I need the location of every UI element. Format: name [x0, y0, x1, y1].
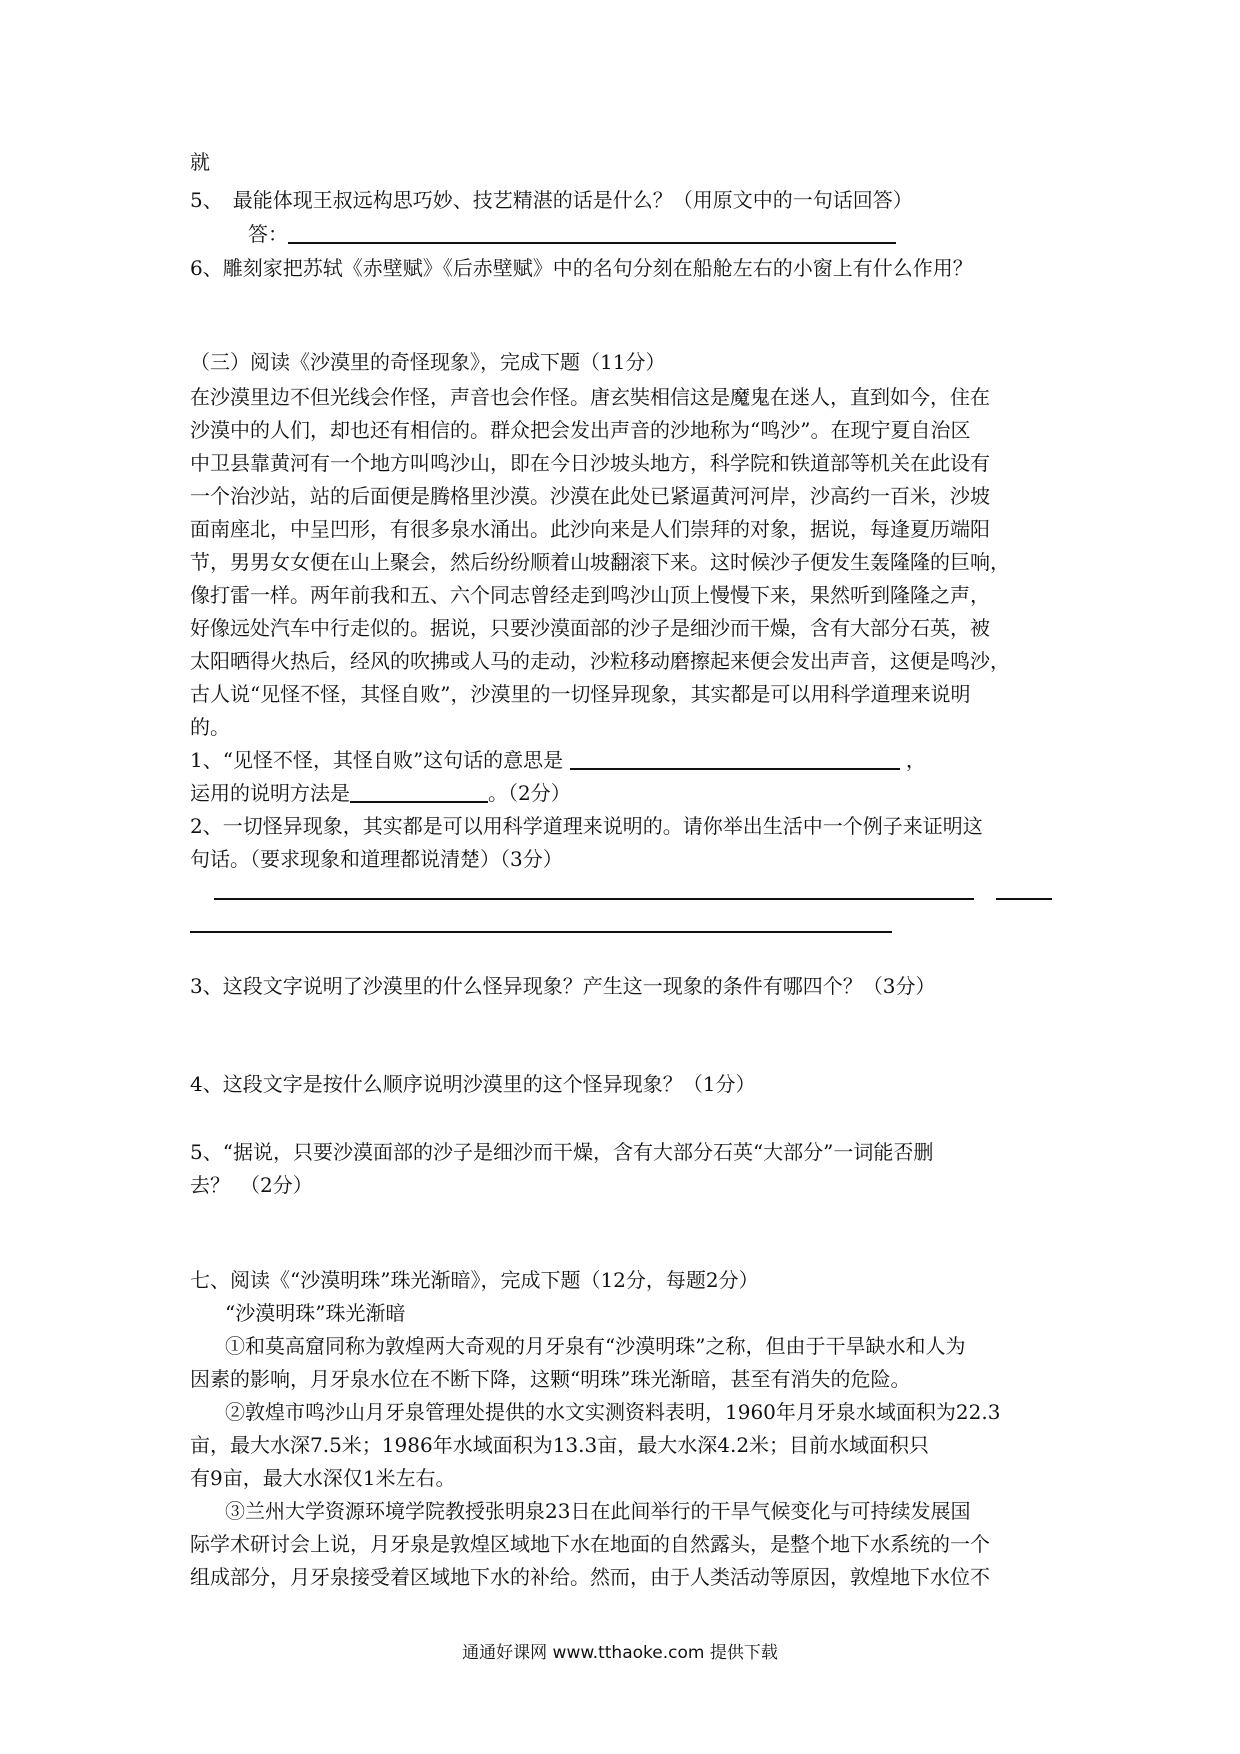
- passage-line: 太阳晒得火热后，经风的吹拂或人马的走动，沙粒移动磨擦起来便会发出声音，这便是鸣沙，: [190, 649, 1010, 673]
- question-3: 3、这段文字说明了沙漠里的什么怪异现象？产生这一现象的条件有哪四个？（3分）: [190, 974, 936, 998]
- question-1-comma: ，: [905, 748, 926, 772]
- passage-line: 面南座北，中呈凹形，有很多泉水涌出。此沙向来是人们崇拜的对象，据说，每逢夏历端阳: [190, 517, 990, 541]
- passage-line: 像打雷一样。两年前我和五、六个同志曾经走到鸣沙山顶上慢慢下来，果然听到隆隆之声，: [190, 583, 990, 607]
- paragraph-line: 有9亩，最大水深仅1米左右。: [190, 1466, 456, 1490]
- page-footer: 通通好课网 www.tthaoke.com 提供下载: [462, 1643, 778, 1663]
- question-5-line-1: 5、“据说，只要沙漠面部的沙子是细沙而干燥，含有大部分石英“大部分”一词能否删: [190, 1140, 934, 1164]
- passage-line: 节，男男女女便在山上聚会，然后纷纷顺着山坡翻滚下来。这时候沙子便发生轰隆隆的巨响，: [190, 550, 1010, 574]
- text-fragment: 就: [190, 150, 210, 174]
- question-1: [190, 748, 1070, 772]
- article-title: “沙漠明珠”珠光渐暗: [225, 1301, 406, 1325]
- answer-blank[interactable]: [288, 224, 896, 244]
- paragraph-line: 组成部分，月牙泉接受着区域地下水的补给。然而，由于人类活动等原因，敦煌地下水位不: [190, 1565, 990, 1589]
- question-1-text: 1、“见怪不怪，其怪自败”这句话的意思是: [190, 748, 564, 772]
- paragraph-line: 际学术研讨会上说，月牙泉是敦煌区域地下水在地面的自然露头，是整个地下水系统的一个: [190, 1532, 990, 1556]
- passage-line: 沙漠中的人们，却也还有相信的。群众把会发出声音的沙地称为“鸣沙”。在现宁夏自治区: [190, 418, 971, 442]
- passage-line: 一个治沙站，站的后面便是腾格里沙漠。沙漠在此处已紧逼黄河河岸，沙高约一百米，沙坡: [190, 484, 990, 508]
- answer-rule[interactable]: [996, 898, 1052, 900]
- paragraph-line: ①和莫高窟同称为敦煌两大奇观的月牙泉有“沙漠明珠”之称，但由于干旱缺水和人为: [225, 1334, 966, 1358]
- passage-line: 的。: [190, 715, 230, 739]
- paragraph-line: 亩，最大水深7.5米；1986年水域面积为13.3亩，最大水深4.2米；目前水域面积只: [190, 1433, 930, 1457]
- question-6-prev: 6、雕刻家把苏轼《赤壁赋》《后赤壁赋》中的名句分刻在船舱左右的小窗上有什么作用？: [190, 256, 973, 280]
- paragraph-line: ③兰州大学资源环境学院教授张明泉23日在此间举行的干旱气候变化与可持续发展国: [225, 1499, 971, 1523]
- answer-label: 答：: [248, 222, 288, 246]
- question-4: 4、这段文字是按什么顺序说明沙漠里的这个怪异现象？（1分）: [190, 1072, 756, 1096]
- section-3-heading: （三）阅读《沙漠里的奇怪现象》，完成下题（11分）: [190, 350, 666, 374]
- passage-line: 古人说“见怪不怪，其怪自败”，沙漠里的一切怪异现象，其实都是可以用科学道理来说明: [190, 682, 971, 706]
- paragraph-line: 因素的影响，月牙泉水位在不断下降，这颗“明珠”珠光渐暗，甚至有消失的危险。: [190, 1367, 911, 1391]
- question-2-line-1: 2、一切怪异现象，其实都是可以用科学道理来说明的。请你举出生活中一个例子来证明这: [190, 814, 983, 838]
- passage-line: 在沙漠里边不但光线会作怪，声音也会作怪。唐玄奘相信这是魔鬼在迷人，直到如今，住在: [190, 385, 990, 409]
- question-5-line-2: 去？ （2分）: [190, 1173, 313, 1197]
- question-1-method-text: 运用的说明方法是: [190, 781, 350, 805]
- paragraph-line: ②敦煌市鸣沙山月牙泉管理处提供的水文实测资料表明，1960年月牙泉水域面积为22.3: [225, 1400, 1001, 1424]
- question-5-prev: 5、 最能体现王叔远构思巧妙、技艺精湛的话是什么？（用原文中的一句话回答）: [190, 188, 913, 212]
- answer-blank[interactable]: [350, 783, 488, 803]
- passage-line: 好像远处汽车中行走似的。据说，只要沙漠面部的沙子是细沙而干燥，含有大部分石英，被: [190, 616, 990, 640]
- section-7-heading: 七、阅读《“沙漠明珠”珠光渐暗》，完成下题（12分，每题2分）: [190, 1268, 759, 1292]
- answer-rule[interactable]: [190, 931, 892, 933]
- answer-rule[interactable]: [214, 898, 974, 900]
- question-1-method: [190, 781, 1070, 805]
- question-1-score: 。（2分）: [488, 781, 571, 805]
- passage-line: 中卫县靠黄河有一个地方叫鸣沙山，即在今日沙坡头地方，科学院和铁道部等机关在此设有: [190, 451, 990, 475]
- answer-blank[interactable]: [570, 750, 900, 770]
- question-2-line-2: 句话。（要求现象和道理都说清楚）（3分）: [190, 847, 563, 871]
- answer-line-q5: [248, 222, 1128, 246]
